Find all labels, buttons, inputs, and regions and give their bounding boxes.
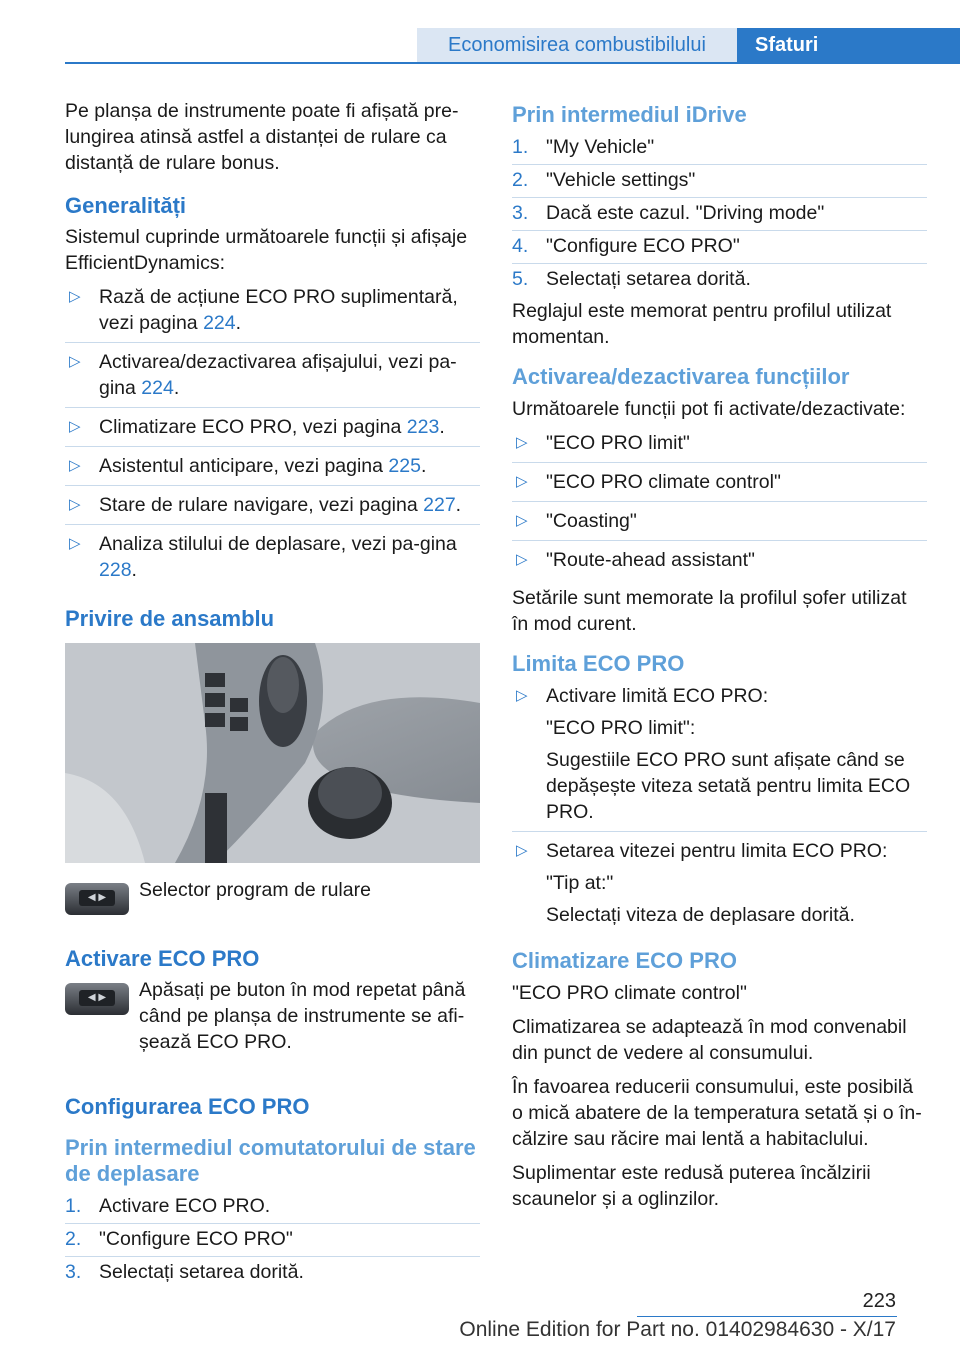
page-link[interactable]: 228 [99, 559, 132, 581]
limit-heading: Limita ECO PRO [512, 651, 685, 676]
limit-sub-text: Sugestiile ECO PRO sunt afișate când se depășește viteza setată pentru limita ECO PRO. [546, 749, 911, 823]
page-number: 223 [862, 1290, 896, 1312]
triangle-bullet-icon: ▷ [516, 687, 528, 704]
config-heading: Configurarea ECO PRO [65, 1094, 310, 1119]
triangle-bullet-icon: ▷ [69, 288, 81, 305]
idrive-note: Reglajul este memorat pentru profilul utilizat momentan. [512, 300, 892, 348]
header-rule [65, 62, 960, 64]
triangle-bullet-icon: ▷ [516, 434, 528, 451]
driving-mode-switch-icon: ◀ ▶ [65, 883, 129, 915]
list-item: ▷ Asistentul anticipare, vezi pagina 225. [65, 453, 480, 486]
page-link[interactable]: 224 [203, 312, 236, 334]
idrive-heading: Prin intermediul iDrive [512, 102, 747, 127]
list-item: ▷ "Route-ahead assistant" [516, 549, 755, 571]
list-item: 3. Dacă este cazul. "Driving mode" [512, 200, 927, 231]
climate-paragraph: Climatizarea se adaptează în mod convenabil din punct de vedere al consumului. [512, 1016, 907, 1064]
header-tab: Sfaturi [737, 28, 960, 62]
climate-paragraph: Suplimentar este redusă puterea încălzirii scaunelor și a oglinzilor. [512, 1162, 871, 1210]
list-item: ▷ Stare de rulare navigare, vezi pagina 227. [65, 492, 480, 525]
triangle-bullet-icon: ▷ [69, 353, 81, 370]
triangle-bullet-icon: ▷ [516, 842, 528, 859]
page-link[interactable]: 223 [406, 416, 440, 438]
climate-heading: Climatizare ECO PRO [512, 948, 737, 973]
triangle-bullet-icon: ▷ [69, 535, 81, 552]
intro-paragraph: Pe planșa de instrumente poate fi afișată pre-lungirea atinsă astfel a distanței de rulare ca distanță de rulare bonus. [65, 100, 459, 174]
triangle-bullet-icon: ▷ [516, 512, 528, 529]
triangle-bullet-icon: ▷ [69, 418, 81, 435]
limit-sub-text: "ECO PRO limit": [546, 717, 696, 739]
selector-caption-row [65, 877, 480, 915]
list-item: ▷ Activare limită ECO PRO: "ECO PRO limit": Sugestiile ECO PRO sunt afișate când se depășește viteza setată pentru limita ECO PRO. [512, 683, 927, 832]
center-console-illustration [65, 643, 480, 863]
list-item: ▷ Activarea/dezactivarea afișajului, vezi pa-gina 224. [65, 349, 480, 408]
list-item: 5. Selectați setarea dorită. [512, 268, 751, 290]
limit-list [512, 683, 927, 934]
general-list [65, 284, 480, 589]
console-photo [65, 643, 480, 863]
page-link[interactable]: 227 [423, 494, 456, 516]
selector-caption: Selector program de rulare [139, 879, 371, 901]
list-item: ▷ Setarea vitezei pentru limita ECO PRO: "Tip at:" Selectați viteza de deplasare dorită. [512, 838, 927, 934]
triangle-bullet-icon: ▷ [516, 551, 528, 568]
edition-footer: Online Edition for Part no. 01402984630 - X/17 [459, 1318, 896, 1341]
page-link[interactable]: 225 [388, 455, 421, 477]
triangle-bullet-icon: ▷ [69, 496, 81, 513]
list-item: 2. "Configure ECO PRO" [65, 1226, 480, 1257]
list-item: ▷ "Coasting" [512, 508, 927, 541]
limit-sub-text: Selectați viteza de deplasare dorită. [546, 904, 855, 926]
general-heading: Generalități [65, 193, 187, 218]
list-item: 3. Selectați setarea dorită. [65, 1261, 304, 1283]
list-item: 2. "Vehicle settings" [512, 167, 927, 198]
switch-steps [65, 1193, 480, 1289]
general-text: Sistemul cuprinde următoarele funcții și afișaje EfficientDynamics: [65, 226, 468, 274]
toggle-heading: Activarea/dezactivarea funcțiilor [512, 364, 850, 389]
list-item: ▷ "ECO PRO climate control" [512, 469, 927, 502]
list-item: 4. "Configure ECO PRO" [512, 233, 927, 264]
overview-heading: Privire de ansamblu [65, 606, 275, 631]
toggle-note: Setările sunt memorate la profilul șofer utilizat în mod curent. [512, 587, 907, 635]
list-item: ▷ Climatizare ECO PRO, vezi pagina 223. [65, 414, 480, 447]
left-column [65, 98, 480, 1291]
page-link[interactable]: 224 [141, 377, 174, 399]
climate-paragraph: "ECO PRO climate control" [512, 982, 747, 1004]
footer-rule [637, 1316, 897, 1317]
list-item: 1. "My Vehicle" [512, 134, 927, 165]
toggle-text: Următoarele funcții pot fi activate/dezactivate: [512, 398, 906, 420]
idrive-steps [512, 134, 927, 296]
activate-row [65, 977, 480, 1063]
list-item: ▷ Rază de acțiune ECO PRO suplimentară, vezi pagina 224. [65, 284, 480, 343]
header-section-title: Economisirea combustibilului [417, 28, 737, 62]
driving-mode-switch-icon: ◀ ▶ [65, 983, 129, 1015]
limit-sub-text: "Tip at:" [546, 872, 614, 894]
climate-paragraph: În favoarea reducerii consumului, este posibilă o mică abatere de la temperatura setată și o în-călzire sau răcire mai lentă a habitaclului. [512, 1076, 922, 1150]
list-item: 1. Activare ECO PRO. [65, 1193, 480, 1224]
activate-heading: Activare ECO PRO [65, 946, 260, 971]
right-column [512, 98, 927, 1220]
switch-heading: Prin intermediul comutatorului de stare de deplasare [65, 1135, 476, 1186]
triangle-bullet-icon: ▷ [516, 473, 528, 490]
activate-text: Apăsați pe buton în mod repetat până când pe planșa de instrumente se afi-șează ECO PRO. [139, 979, 466, 1053]
triangle-bullet-icon: ▷ [69, 457, 81, 474]
list-item: ▷ "ECO PRO limit" [512, 430, 927, 463]
list-item: ▷ Analiza stilului de deplasare, vezi pa-gina 228. [69, 533, 457, 581]
toggle-list [512, 430, 927, 579]
